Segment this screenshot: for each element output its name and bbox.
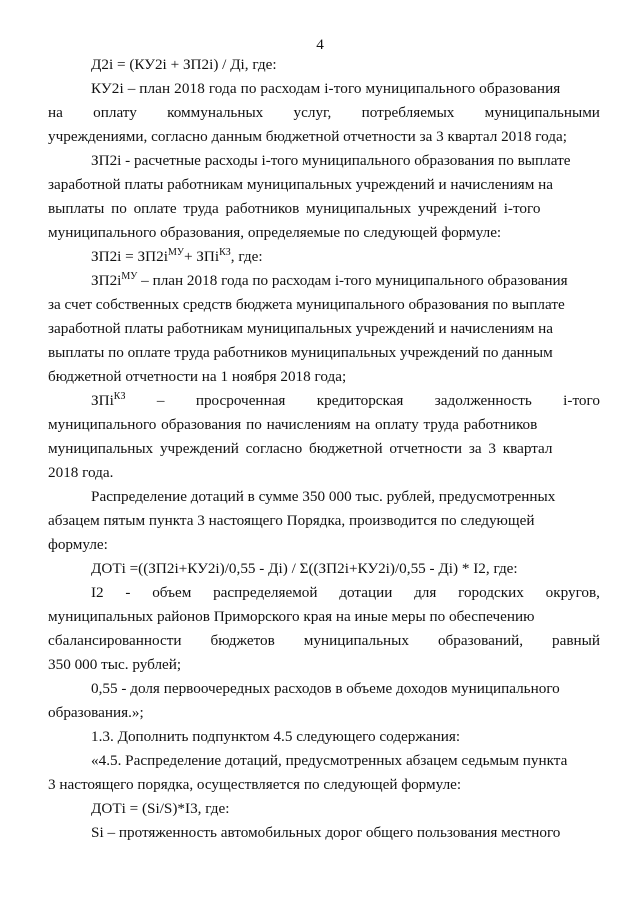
word: на [48, 104, 63, 121]
word: округов, [545, 584, 600, 601]
text-line: за счет собственных средств бюджета муниципального образования по выплате [48, 296, 565, 313]
word: объем [152, 584, 192, 601]
word: бюджетов [210, 632, 275, 649]
text-line: муниципального образования, определяемые по следующей формуле: [48, 224, 502, 241]
text-line: формуле: [48, 536, 108, 553]
text-line: муниципального образования по начислениям на оплату труда работников [48, 416, 538, 433]
word: i-того [563, 392, 600, 409]
text-line: Si – протяженность автомобильных дорог общего пользования местного [91, 824, 561, 841]
justified-line [91, 392, 600, 410]
word: услуг, [293, 104, 332, 121]
text-line: 1.3. Дополнить подпунктом 4.5 следующего содержания: [91, 728, 461, 745]
formula-doti: ДОТi =((ЗП2i+КУ2i)/0,55 - Дi) / Σ((ЗП2i+КУ2i)/0,55 - Дi) * I2, где: [91, 560, 518, 577]
text-line: муниципальных учреждений согласно бюджетной отчетности за 3 квартал [48, 440, 553, 457]
word: сбалансированности [48, 632, 182, 649]
word: оплату [93, 104, 137, 121]
text-line: заработной платы работникам муниципальных учреждений и начислениям на [48, 320, 553, 337]
page-number: 4 [316, 36, 324, 53]
text-line: муниципальных районов Приморского края на иные меры по обеспечению [48, 608, 535, 625]
term-zpi-kz: ЗПi$^{КЗ}$ [91, 391, 126, 409]
text-line: 2018 года. [48, 464, 114, 481]
word: равный [552, 632, 600, 649]
word: муниципальных [303, 632, 409, 649]
text-line: учреждениями, согласно данным бюджетной отчетности за 3 квартал 2018 года; [48, 128, 567, 145]
text-line: абзацем пятым пункта 3 настоящего Порядка, производится по следующей [48, 512, 535, 529]
word: распределяемой [213, 584, 318, 601]
word: дотации [339, 584, 393, 601]
text-line: 350 000 тыс. рублей; [48, 656, 182, 673]
word: задолженность [434, 392, 532, 409]
word: городских [458, 584, 524, 601]
formula-doti-si: ДОТi = (Si/S)*I3, где: [91, 800, 230, 817]
text-line: ЗП2i - расчетные расходы i-того муниципального образования по выплате [91, 152, 571, 169]
text-line: $ЗП2i^{МУ}$ – план 2018 года по расходам i-того муниципального образования [91, 271, 568, 289]
word: - [125, 584, 131, 601]
word: потребляемых [361, 104, 455, 121]
text-line: 3 настоящего порядка, осуществляется по следующей формуле: [48, 776, 462, 793]
word: I2 [91, 584, 104, 601]
text-line: выплаты по оплате труда работников муниципальных учреждений i-того [48, 200, 541, 217]
formula-zp2i: $ЗП2i = ЗП2i^{МУ}+ ЗПi^{КЗ}$, где: [91, 247, 263, 265]
word: коммунальных [167, 104, 264, 121]
word: кредиторская [316, 392, 404, 409]
text-line: заработной платы работникам муниципальных учреждений и начислениям на [48, 176, 553, 193]
justified-line [91, 584, 600, 602]
text-line: КУ2i – план 2018 года по расходам i-того муниципального образования [91, 80, 561, 97]
justified-line [48, 632, 600, 650]
justified-line [48, 104, 600, 122]
word: просроченная [195, 392, 286, 409]
text-line: «4.5. Распределение дотаций, предусмотренных абзацем седьмым пункта [91, 752, 568, 769]
word: – [156, 392, 165, 409]
text-line: бюджетной отчетности на 1 ноября 2018 года; [48, 368, 347, 385]
text-line: образования.»; [48, 704, 144, 721]
text-line: 0,55 - доля первоочередных расходов в объеме доходов муниципального [91, 680, 560, 697]
word: муниципальными [484, 104, 600, 121]
text-line: выплаты по оплате труда работников муниципальных учреждений по данным [48, 344, 553, 361]
text-line: Распределение дотаций в сумме 350 000 тыс. рублей, предусмотренных [91, 488, 556, 505]
word: для [414, 584, 437, 601]
word: образований, [437, 632, 524, 649]
formula-d2i: Д2i = (КУ2i + ЗП2i) / Дi, где: [91, 56, 277, 73]
